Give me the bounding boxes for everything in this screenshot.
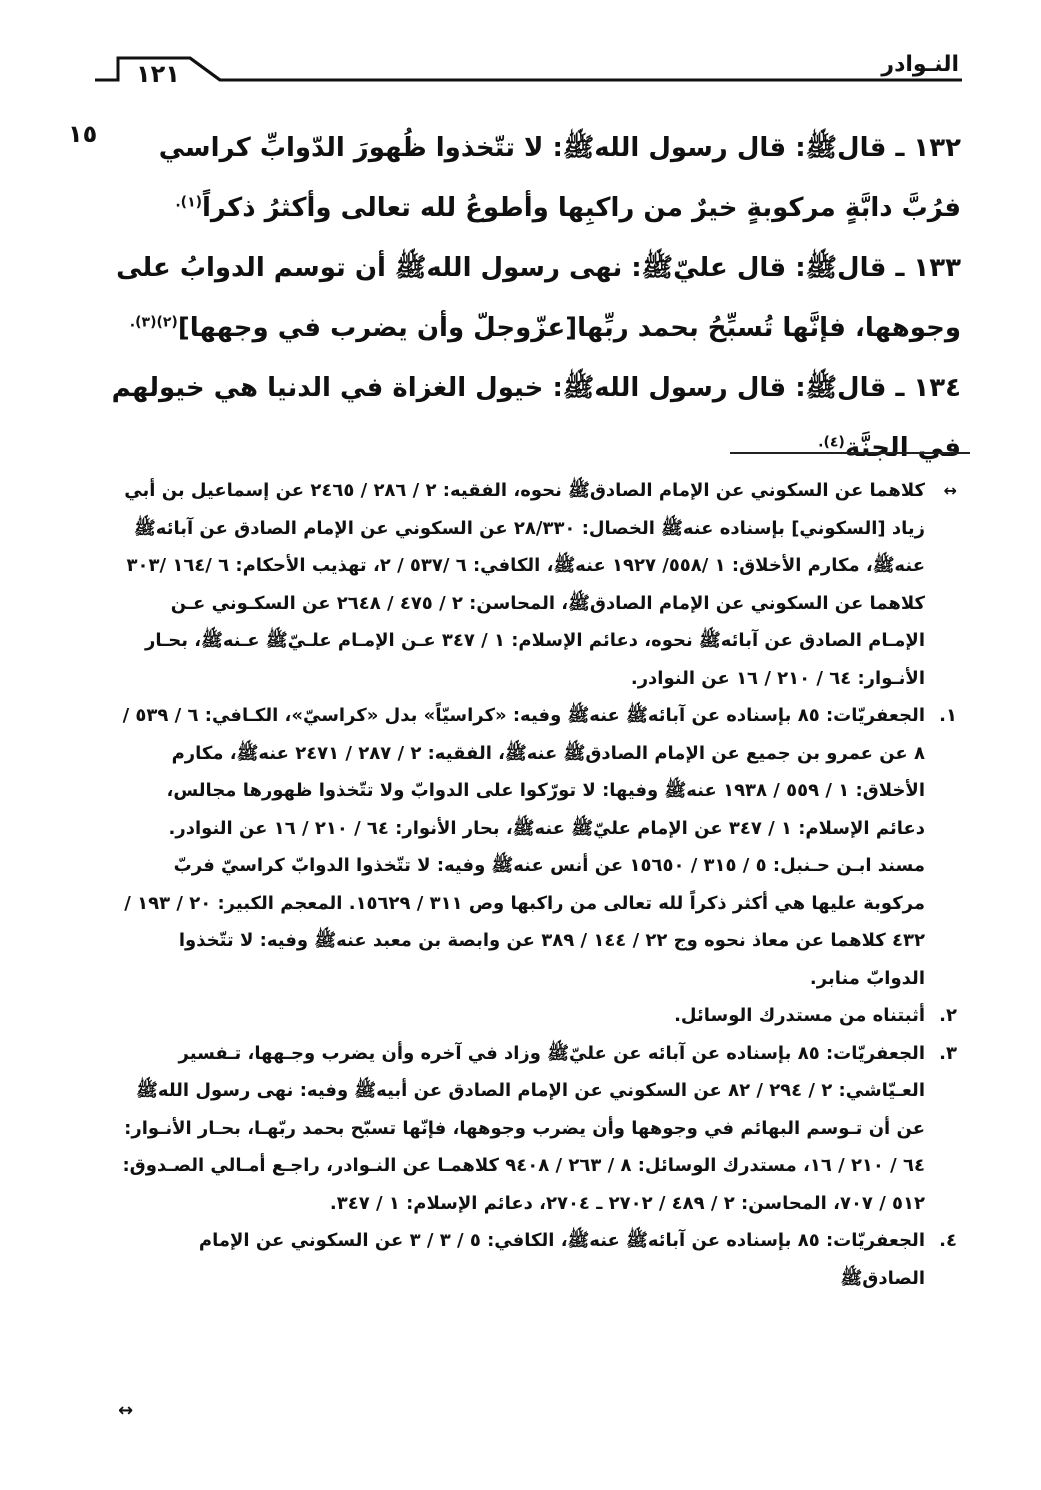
continuation-arrow-icon: ↔ [943, 481, 957, 500]
footnote-text: أثبتناه من مستدرك الوسائل. [674, 1005, 925, 1026]
continues-arrow-icon: ↔ [118, 1400, 134, 1421]
hadith-number: ١٣٤ ـ [895, 373, 961, 403]
running-header-title: النـوادر [881, 52, 959, 77]
footnote-ref: (٤). [818, 434, 845, 451]
hadith-number: ١٣٢ ـ [895, 133, 961, 163]
hadith-number: ١٣٣ ـ [895, 253, 961, 283]
main-text [100, 118, 961, 478]
hadith-133 [100, 238, 961, 358]
footnote-3 [122, 1035, 957, 1223]
footnote-separator [730, 452, 970, 454]
hadith-intro: قالﷺ: قال عليّﷺ: [631, 253, 887, 283]
footnote-label: ١. [939, 705, 957, 726]
footnote-ref: (١). [175, 194, 203, 211]
hadith-text: خيول الغزاة في الدنيا هي خيولهم في الجنَّة [111, 373, 961, 463]
footnote-2 [122, 997, 957, 1035]
footnotes [122, 472, 957, 1297]
margin-line-number: ١٥ [68, 120, 98, 148]
footnote-text: الجعفريّات: ٨٥ بإسناده عن آبائه عن عليّﷺ وزاد في آخره وأن يضرب وجـهها، تـفسير العـيّاشي: ٢ / ٢٩٤ / ٨٢ عن السكوني عن الإمام الصادق عن أبيهﷺ وفيه: نهى رسول اللهﷺ عن أن تـوسم البهائم في وجوهها وأن يضرب وجوهها، فإنّها تسبّح بحمد ربّهـا، بحـار الأنـوار: ٦٤ / ٢١٠ / ١٦، مستدرك الوسائل: ٨ / ٢٦٣ / ٩٤٠٨ كلاهمـا عن النـوادر، راجـع أمـالي الصـدوق: ٥١٢ / ٧٠٧، المحاسن: ٢ / ٤٨٩ / ٢٧٠٢ ـ ٢٧٠٤، دعائم الإسلام: ١ / ٣٤٧. [122, 1042, 925, 1214]
hadith-intro: قالﷺ: قال رسول اللهﷺ: [552, 373, 887, 403]
hadith-132 [100, 118, 961, 238]
footnote-label: ٤. [939, 1230, 957, 1251]
hadith-text: لا تتّخذوا ظُهورَ الدّوابِّ كراسي فرُبَّ دابَّةٍ مركوبةٍ خيرٌ من راكبِها وأطوعُ لله تعالى وأكثرُ ذكراً [158, 133, 961, 223]
footnote-label: ٣. [939, 1042, 957, 1064]
footnote-continuation [122, 472, 957, 697]
footnote-4 [122, 1222, 957, 1297]
footnote-text: الجعفريّات: ٨٥ بإسناده عن آبائهﷺ عنهﷺ، الكافي: ٥ / ٣ / ٣ عن السكوني عن الإمام الصادقﷺ [198, 1230, 925, 1289]
footnote-text: الجعفريّات: ٨٥ بإسناده عن آبائهﷺ عنهﷺ وفيه: «كراسيّاً» بدل «كراسيّ»، الكـافي: ٦ / ٥٣٩ / ٨ عن عمرو بن جميع عن الإمام الصادقﷺ عنهﷺ، الفقيه: ٢ / ٢٨٧ / ٢٤٧١ عنهﷺ، مكارم الأخلاق: ١ / ٥٥٩ / ١٩٣٨ عنهﷺ وفيها: لا تورّكوا على الدوابّ ولا تتّخذوا ظهورها مجالس، دعائم الإسلام: ١ / ٣٤٧ عن الإمام عليّﷺ عنهﷺ، بحار الأنوار: ٦٤ / ٢١٠ / ١٦ عن النوادر. مسند ابـن حـنبل: ٥ / ٣١٥ / ١٥٦٥٠ عن أنس عنهﷺ وفيه: لا تتّخذوا الدوابّ كراسيّ فربّ مركوبة عليها هي أكثر ذكراً لله تعالى من راكبها وص ٣١١ / ١٥٦٢٩. المعجم الكبير: ٢٠ / ١٩٣ / ٤٣٢ كلاهما عن معاذ نحوه وج ٢٢ / ١٤٤ / ٣٨٩ عن وابصة بن معبد عنهﷺ وفيه: لا تتّخذوا الدوابّ منابر. [122, 705, 925, 989]
page-number: ١٢١ [136, 60, 180, 88]
hadith-134 [100, 358, 961, 478]
footnote-label: ٢. [939, 1005, 957, 1026]
footnote-text: كلاهما عن السكوني عن الإمام الصادقﷺ نحوه، الفقيه: ٢ / ٢٨٦ / ٢٤٦٥ عن إسماعيل بن أبي زياد [السكوني] بإسناده عنهﷺ الخصال: ٢٨/٣٣٠ عن السكوني عن الإمام الصادق عن آبائهﷺ عنهﷺ، مكارم الأخلاق: ١ /٥٥٨/ ١٩٢٧ عنهﷺ، الكافي: ٦ /٥٣٧ / ٢، تهذيب الأحكام: ٦ /١٦٤ /٣٠٣ كلاهما عن السكوني عن الإمام الصادقﷺ، المحاسن: ٢ / ٤٧٥ / ٢٦٤٨ عن السكـوني عـن الإمـام الصادق عن آبائهﷺ نحوه، دعائم الإسلام: ١ / ٣٤٧ عـن الإمـام علـيّﷺ عـنهﷺ، بحـار الأنـوار: ٦٤ / ٢١٠ / ١٦ عن النوادر. [124, 480, 925, 689]
hadith-text: نهى رسول اللهﷺ أن توسم الدوابُ على وجوهها، فإنَّها تُسبِّحُ بحمد ربِّها[عزّوجلّ وأن يضرب في وجهها] [116, 253, 961, 343]
footnote-1 [122, 697, 957, 997]
hadith-intro: قالﷺ: قال رسول اللهﷺ: [552, 133, 887, 163]
footnote-ref: (٢)(٣). [129, 314, 178, 331]
